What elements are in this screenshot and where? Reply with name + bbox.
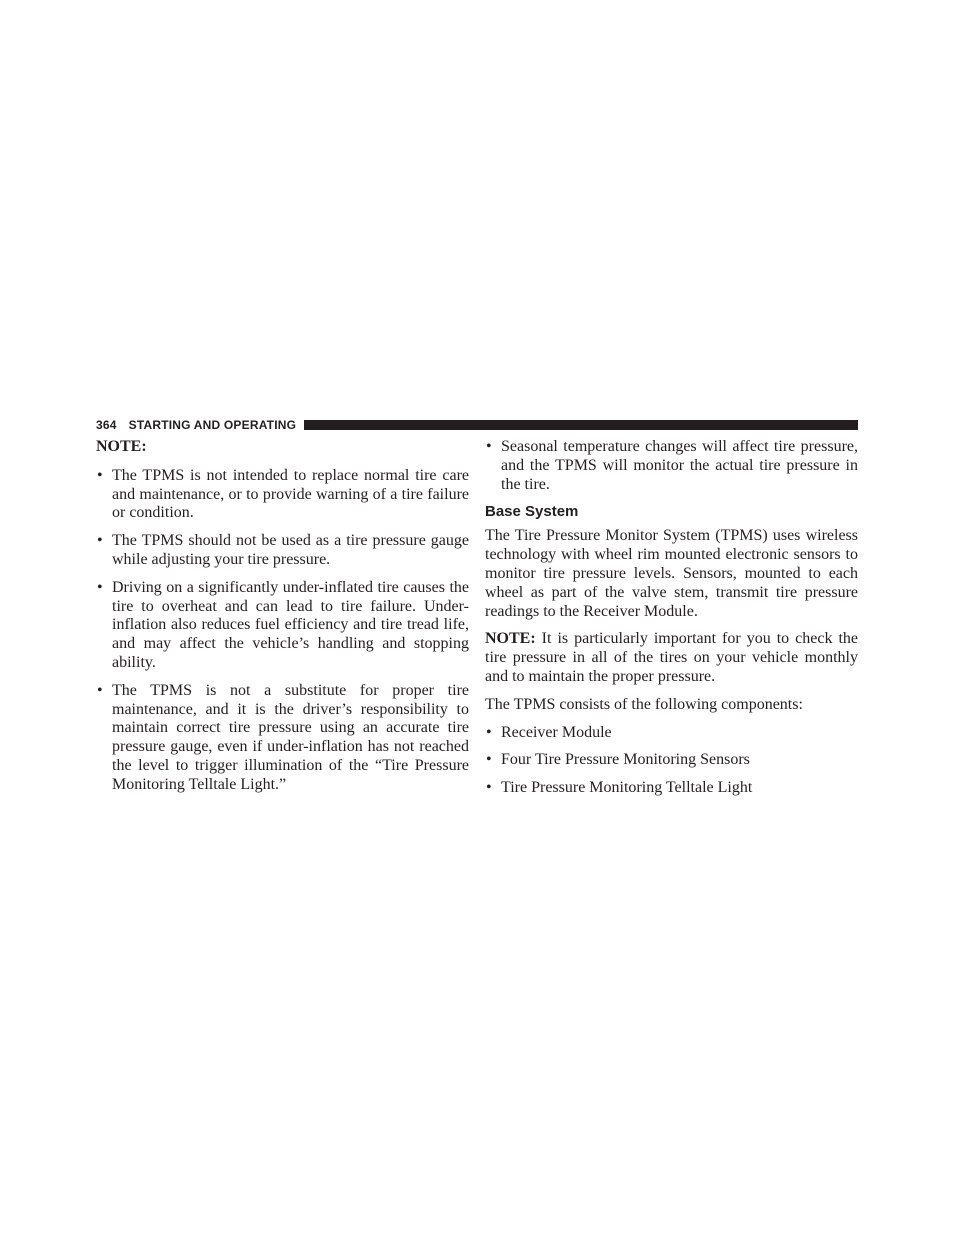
bullet-icon: • [486,723,492,741]
note-text: It is particularly important for you to check the tire pressure in all of the tires on your vehicle monthly and to maintain the proper pressure. [485,630,858,685]
list-item-text: Driving on a significantly under-inflated tire causes the tire to overheat and can lead to tire failure. Under-inflation also reduces fuel efficiency and tire tread life, and may affect the vehicle’s handling and stopping ability. [112,578,469,671]
note-bullet-list [96,467,469,795]
right-column [485,438,858,807]
bullet-icon: • [97,532,103,550]
list-item-text: Receiver Module [501,723,612,741]
left-column [96,438,469,804]
base-system-heading: Base System [485,503,579,521]
bullet-icon: • [486,779,492,797]
list-item [96,467,469,523]
list-item [96,682,469,795]
note-label: NOTE: [485,630,536,648]
list-item [485,724,858,743]
components-intro: The TPMS consists of the following components: [485,695,803,713]
continued-bullet-list [485,438,858,494]
bullet-icon: • [486,438,492,455]
bullet-icon: • [97,681,103,699]
list-item [96,579,469,673]
section-title: STARTING AND OPERATING [128,418,297,432]
page-header [96,417,858,433]
note-paragraph [485,630,858,686]
page-number: 364 [96,418,117,432]
note-label: NOTE: [96,438,147,455]
list-item [96,532,469,570]
list-item-text: The TPMS is not a substitute for proper tire maintenance, and it is the driver’s responsibility to maintain correct tire pressure using an accurate tire pressure gauge, even if under-inflation has not reached the level to trigger illumination of the “Tire Pressure Monitoring Telltale Light.” [112,681,469,793]
bullet-icon: • [97,466,103,484]
components-list [485,724,858,798]
list-item [485,438,858,494]
bullet-icon: • [97,578,103,596]
list-item-text: Four Tire Pressure Monitoring Sensors [501,751,750,769]
intro-paragraph: The Tire Pressure Monitor System (TPMS) uses wireless technology with wheel rim mounted electronic sensors to monitor tire pressure levels. Sensors, mounted to each wheel as part of the valve stem, transmit tire pressure readings to the Receiver Module. [485,527,858,620]
list-item [485,751,858,770]
list-item-text: The TPMS should not be used as a tire pressure gauge while adjusting your tire pressure. [112,532,469,568]
list-item [485,779,858,798]
list-item-text: Tire Pressure Monitoring Telltale Light [501,779,753,797]
header-rule [304,420,858,430]
list-item-text: The TPMS is not intended to replace normal tire care and maintenance, or to provide warning of a tire failure or condition. [112,466,469,522]
bullet-icon: • [486,751,492,769]
list-item-text: Seasonal temperature changes will affect tire pressure, and the TPMS will monitor the actual tire pressure in the tire. [501,438,858,493]
